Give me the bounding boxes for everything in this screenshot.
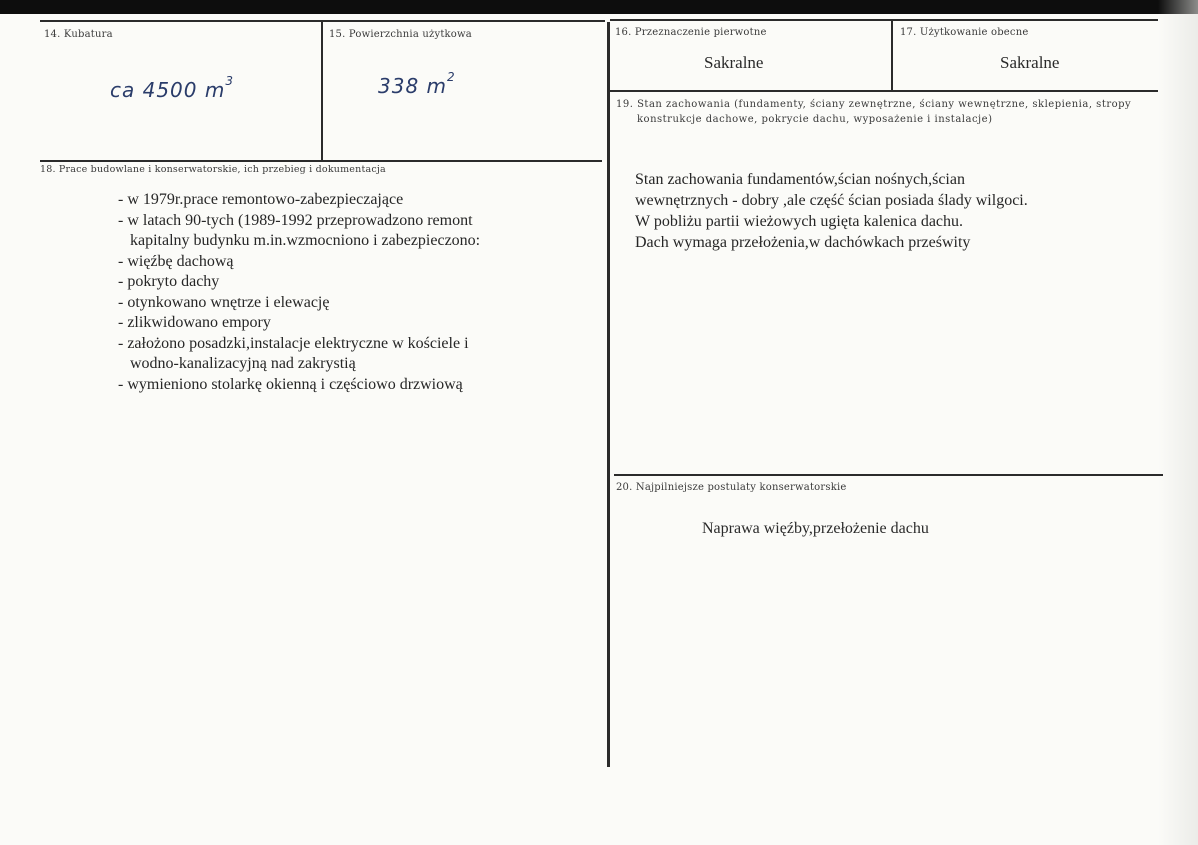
condition-line: Stan zachowania fundamentów,ścian nośnych,ścian [635,171,965,188]
list-item [118,313,480,334]
field-19-label-line2: konstrukcje dachowe, pokrycie dachu, wyposażenie i instalacje) [637,114,993,125]
divider-16-17 [891,20,893,90]
rule-above-20 [614,474,1163,476]
condition-line: wewnętrznych - dobry ,ale część ścian posiada ślady wilgoci. [635,192,1028,209]
condition-line: W pobliżu partii wieżowych ugięta kalenica dachu. [635,213,964,230]
rule-top-left [40,20,605,22]
field-14-value [110,74,234,102]
condition-text [635,169,1028,253]
kubatura-value: ca 4500 m [110,78,226,102]
list-item [118,293,480,314]
list-item-text: - wymieniono stolarkę okienną i częściowo drzwiową [118,375,463,393]
list-item-continuation: kapitalny budynku m.in.wzmocniono i zabezpieczono: [130,232,481,249]
field-17-value: Sakralne [1000,53,1060,72]
list-item-text: - więźbę dachową [118,252,234,270]
list-item [118,375,480,396]
list-item-text: - w 1979r.prace remontowo-zabezpieczające [118,191,404,208]
rule-above-19 [610,90,1158,92]
field-17-label: 17. Użytkowanie obecne [900,27,1029,38]
field-20-label: 20. Najpilniejsze postulaty konserwatorskie [616,482,847,493]
list-item-text: - w latach 90-tych (1989-1992 przeprowadzono remont [118,211,473,229]
field-15-value [378,70,456,98]
field-16-label: 16. Przeznaczenie pierwotne [615,27,767,38]
field-19-label [616,97,1131,127]
field-16-value: Sakralne [704,53,764,72]
divider-main [607,22,610,767]
works-list [118,190,480,395]
unit-exponent: 2 [447,70,456,85]
rule-top-right [610,19,1158,21]
divider-14-15 [321,20,323,160]
list-item [118,252,480,273]
list-item-text: - otynkowano wnętrze i elewację [118,293,330,311]
scan-top-edge [0,0,1198,14]
area-value: 338 m [378,74,448,98]
list-item-continuation: wodno-kanalizacyjną nad zakrystią [130,355,356,372]
field-19-label-line1: 19. Stan zachowania (fundamenty, ściany zewnętrzne, ściany wewnętrzne, sklepienia, stropy [616,99,1132,110]
list-item-text: - założono posadzki,instalacje elektryczne w kościele i [118,334,469,352]
list-item-text: - zlikwidowano empory [118,314,271,331]
unit-exponent: 3 [225,74,234,89]
list-item [118,272,480,293]
scan-shadow [1158,0,1198,845]
list-item [118,190,480,211]
field-15-label: 15. Powierzchnia użytkowa [329,29,472,40]
condition-line: Dach wymaga przełożenia,w dachówkach prześwity [635,234,971,251]
field-20-value: Naprawa więźby,przełożenie dachu [702,520,929,537]
field-14-label: 14. Kubatura [44,29,113,40]
list-item [118,334,480,375]
list-item [118,211,480,252]
rule-above-18 [40,160,602,162]
list-item-text: - pokryto dachy [118,273,220,290]
field-18-label: 18. Prace budowlane i konserwatorskie, ich przebieg i dokumentacja [40,164,386,175]
